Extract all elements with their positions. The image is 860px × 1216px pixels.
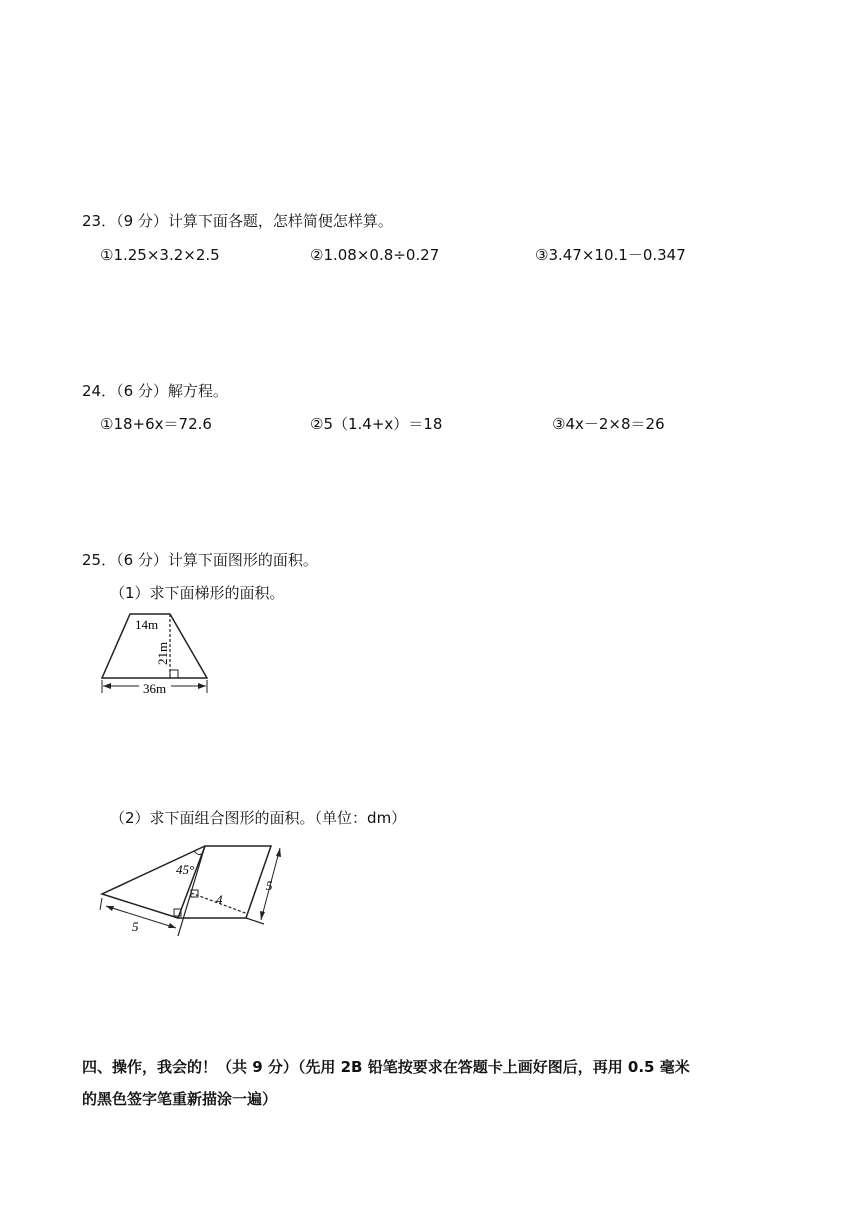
trapezoid-height-label: 21m xyxy=(155,641,170,665)
trapezoid-bottom-label: 36m xyxy=(143,681,167,696)
trapezoid-top-label: 14m xyxy=(135,617,159,632)
q24-title: 24．（6 分）解方程。 xyxy=(82,382,228,400)
composite-figure xyxy=(98,838,296,942)
composite-right-label: 5 xyxy=(266,878,273,893)
q24-item-1: ①18+6x＝72.6 xyxy=(100,415,212,433)
trapezoid-figure xyxy=(95,607,220,699)
composite-bottom-label: 5 xyxy=(132,919,139,934)
q23-title: 23．（9 分）计算下面各题，怎样简便怎样算。 xyxy=(82,212,393,230)
q24-item-2: ②5（1.4+x）＝18 xyxy=(310,415,443,433)
q25-title: 25．（6 分）计算下面图形的面积。 xyxy=(82,551,318,569)
q24-item-3: ③4x－2×8＝26 xyxy=(552,415,665,433)
composite-height-label: 4 xyxy=(216,892,223,907)
q23-item-1: ①1.25×3.2×2.5 xyxy=(100,246,220,264)
q23-item-2: ②1.08×0.8÷0.27 xyxy=(310,246,440,264)
section4-line2: 的黑色签字笔重新描涂一遍） xyxy=(82,1090,278,1108)
section4-line1: 四、操作，我会的！（共 9 分）（先用 2B 铅笔按要求在答题卡上画好图后，再用 0.5 毫米 xyxy=(82,1058,690,1076)
q25-part1: （1）求下面梯形的面积。 xyxy=(110,584,285,602)
q23-item-3: ③3.47×10.1－0.347 xyxy=(535,246,686,264)
composite-angle-label: 45° xyxy=(176,862,195,877)
q25-part2: （2）求下面组合图形的面积。（单位：dm） xyxy=(110,809,407,827)
